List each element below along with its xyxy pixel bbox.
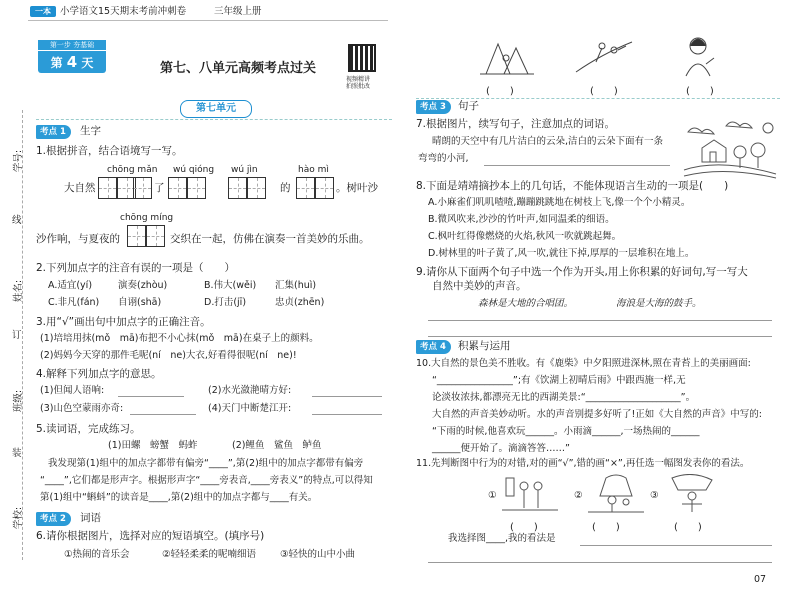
q5-group-2: (2)鲤鱼 鲨鱼 鲈鱼 <box>232 440 322 451</box>
q4-prompt: 4.解释下列加点字的意思。 <box>36 368 162 380</box>
point1-title: 生字 <box>80 125 101 137</box>
q4-item-4: (4)天门中断楚江开: <box>208 403 292 414</box>
q11-paren-1[interactable]: ( ) <box>510 522 538 533</box>
q6-paren-2[interactable]: ( ) <box>590 86 618 97</box>
point3-title: 句子 <box>458 100 479 112</box>
margin-order-char: 订 <box>12 330 22 341</box>
q2-option-d2: 忠贞(zhēn) <box>275 297 325 308</box>
right-rule <box>416 98 780 99</box>
q2-option-c2: 自诩(shā) <box>118 297 162 308</box>
margin-line-char: 线 <box>12 215 22 226</box>
unit-heading: 第七单元 <box>180 100 252 118</box>
q6-paren-3[interactable]: ( ) <box>686 86 714 97</box>
q8-option-a[interactable]: A.小麻雀们叽叽喳喳,蹦蹦跳跳地在树枝上飞,像一个个小精灵。 <box>428 197 691 208</box>
q10-line-3: 论淡妆浓抹,都漂亮无比的西湖美景:“____________________”。 <box>432 392 696 403</box>
margin-bind-char: 装 <box>12 448 22 459</box>
answer-box[interactable] <box>127 225 146 247</box>
q3-prompt: 3.用“√”画出句中加点字的正确注音。 <box>36 316 211 328</box>
q2-prompt: 2.下列加点字的注音有误的一项是（ ） <box>36 262 236 274</box>
q10-line-5: “下雨的时候,他喜欢玩______。小雨滴______,一场热闹的______ <box>432 426 700 437</box>
q4-blank-3[interactable] <box>130 414 196 415</box>
pinyin-3: wú jìn <box>231 165 258 175</box>
answer-box[interactable] <box>247 177 266 199</box>
q1-text-f: 交织在一起，仿佛在演奏一首美妙的乐曲。 <box>170 233 370 245</box>
day-badge <box>38 51 106 73</box>
point2-tag: 考点 2 <box>36 512 71 526</box>
day-suffix: 天 <box>81 56 94 70</box>
q11-label-1: ① <box>488 490 497 501</box>
q10-line-1: 10.大自然的景色美不胜收。有《鹿柴》中夕阳照进深林,照在青苔上的美丽画面: <box>416 358 751 369</box>
margin-student-id: 学号: <box>13 149 25 173</box>
q9-choice-a[interactable]: 森林是大地的合唱团。 <box>478 298 574 309</box>
q4-item-2: (2)水光潋滟晴方好: <box>208 385 292 396</box>
q1-text-c: 的 <box>280 182 291 194</box>
q3-item-1[interactable]: (1)培培用抹(mǒ mā)布把不小心抹(mǒ mā)在桌子上的颜料。 <box>40 333 319 344</box>
pinyin-2: wú qióng <box>173 165 215 175</box>
point4-tag: 考点 4 <box>416 340 451 354</box>
q11-paren-3[interactable]: ( ) <box>674 522 702 533</box>
book-series: 小学语文15天期末考前冲刺卷 <box>60 6 187 17</box>
q6-option-1: ①热闹的音乐会 <box>64 549 130 560</box>
q5-prompt: 5.读词语，完成练习。 <box>36 423 141 435</box>
q5-line-1: 我发现第(1)组中的加点字都带有偏旁“____”,第(2)组中的加点字都带有偏旁 <box>48 458 364 469</box>
q4-blank-4[interactable] <box>312 414 382 415</box>
q7-blank[interactable] <box>484 165 670 166</box>
q1-text-b: 了 <box>154 182 165 194</box>
q11-label-3: ③ <box>650 490 659 501</box>
day-banner: 第一步 夯基础 <box>38 40 106 50</box>
margin-school: 学校: <box>13 506 25 530</box>
q11-image-1 <box>500 474 560 514</box>
margin-class: 班级: <box>13 389 25 413</box>
q9-answer-line-1[interactable] <box>428 320 772 321</box>
answer-box[interactable] <box>187 177 206 199</box>
q2-option-c1[interactable]: C.非凡(fán) <box>48 297 100 308</box>
pinyin-5: chōng míng <box>120 213 174 223</box>
q7-line-2: 弯弯的小河, <box>418 153 469 164</box>
q9-line-1: 9.请你从下面两个句子中选一个作为开头,用上你积累的好词句,写一写大 <box>416 266 748 278</box>
grade-label: 三年级上册 <box>214 6 262 17</box>
q10-line-6: ______便开始了。滴滴答答……” <box>432 443 570 454</box>
brand-logo: 一本 <box>30 6 56 17</box>
qr-caption-2: 拍照批改 <box>346 83 371 90</box>
pinyin-1: chōng mǎn <box>107 165 158 175</box>
day-label: 第 <box>50 56 63 70</box>
answer-box[interactable] <box>98 177 117 199</box>
answer-box[interactable] <box>228 177 247 199</box>
point1-tag: 考点 1 <box>36 125 71 139</box>
q11-image-2 <box>586 474 646 514</box>
q6-prompt: 6.请你根据图片，选择对应的短语填空。(填序号) <box>36 530 265 542</box>
q7-prompt: 7.根据图片，续写句子，注意加点的词语。 <box>416 118 616 130</box>
q11-answer-line-2[interactable] <box>428 562 772 563</box>
answer-box[interactable] <box>133 177 152 199</box>
q2-option-b2: 汇集(huì) <box>275 280 317 291</box>
q11-answer-prompt: 我选择图____,我的看法是 <box>448 533 556 544</box>
q11-image-3 <box>662 474 722 514</box>
q6-option-2: ②轻轻柔柔的呢喃细语 <box>162 549 257 560</box>
point3-tag: 考点 3 <box>416 100 451 114</box>
qr-code[interactable] <box>348 44 376 72</box>
answer-box[interactable] <box>315 177 334 199</box>
margin-name: 姓名: <box>13 279 25 303</box>
q10-line-4: 大自然的声音美妙动听。水的声音别提多好听了!正如《大自然的声音》中写的: <box>432 409 763 420</box>
point2-title: 词语 <box>80 512 101 524</box>
q7-scene-image <box>680 118 780 180</box>
q2-option-a2: 演奏(zhòu) <box>118 280 168 291</box>
q10-line-2: “________________”;有《饮湖上初晴后雨》中跟西施一样,无 <box>432 375 686 386</box>
q11-paren-2[interactable]: ( ) <box>592 522 620 533</box>
q8-option-d[interactable]: D.树林里的叶子黄了,风一吹,就往下掉,厚厚的一层堆积在地上。 <box>428 248 695 259</box>
pinyin-4: hào mì <box>298 165 329 175</box>
q1-text-d: 。树叶沙 <box>336 182 378 194</box>
q4-item-1: (1)但闻人语响: <box>40 385 105 396</box>
q6-image-2 <box>572 34 636 78</box>
qr-caption-1: 视频精讲 <box>346 76 371 83</box>
q3-item-2[interactable]: (2)妈妈今天穿的那件毛呢(ní ne)大衣,好看得很呢(ní ne)! <box>40 350 297 361</box>
q2-option-b1[interactable]: B.伟大(wěi) <box>204 280 257 291</box>
q6-option-3: ③轻快的山中小曲 <box>280 549 356 560</box>
q2-option-a1[interactable]: A.适宜(yí) <box>48 280 93 291</box>
q8-option-b[interactable]: B.微风吹来,沙沙的竹叶声,如同温柔的细语。 <box>428 214 615 225</box>
q1-text-a: 大自然 <box>64 182 96 194</box>
point4-title: 积累与运用 <box>458 340 511 352</box>
q9-answer-line-2[interactable] <box>428 336 772 337</box>
q5-line-3: 第(1)组中“蝌蚪”的读音是____,第(2)组中的加点字都与____有关。 <box>40 492 318 503</box>
answer-box[interactable] <box>146 225 165 247</box>
q11-label-2: ② <box>574 490 583 501</box>
unit-rule <box>36 119 392 120</box>
binding-line <box>22 110 23 560</box>
q6-image-1 <box>476 34 536 78</box>
answer-box[interactable] <box>168 177 187 199</box>
q8-prompt: 8.下面是靖靖摘抄本上的几句话，不能体现语言生动的一项是( ) <box>416 180 729 192</box>
q6-image-3 <box>676 34 720 78</box>
q4-blank-1[interactable] <box>118 396 184 397</box>
q5-group-1: (1)田螺 螃蟹 蚂蚱 <box>108 440 198 451</box>
q11-answer-line-1[interactable] <box>580 545 772 546</box>
q4-item-3: (3)山色空蒙雨亦奇: <box>40 403 124 414</box>
q9-line-2: 自然中美妙的声音。 <box>432 280 527 292</box>
answer-box[interactable] <box>296 177 315 199</box>
q5-line-2: “____”,它们都是形声字。根据形声字“____旁表音,____旁表义”的特点,可以得知 <box>40 475 373 486</box>
q1-prompt: 1.根据拼音，结合语境写一写。 <box>36 145 183 157</box>
q9-choice-b[interactable]: 海浪是大海的鼓手。 <box>616 298 702 309</box>
q4-blank-2[interactable] <box>312 396 382 397</box>
page-title: 第七、八单元高频考点过关 <box>160 61 317 76</box>
q11-prompt: 11.先判断图中行为的对错,对的画“√”,错的画“×”,再任选一幅图发表你的看法。 <box>416 458 750 469</box>
page-number: 07 <box>754 574 767 585</box>
q8-option-c[interactable]: C.枫叶红得像燃烧的火焰,秋风一吹就跳起舞。 <box>428 231 622 242</box>
q2-option-d1[interactable]: D.打击(jī) <box>204 297 247 308</box>
q1-text-e: 沙作响，与夏夜的 <box>36 233 120 245</box>
q7-line-1: 晴朗的天空中有几片洁白的云朵,洁白的云朵下面有一条 <box>432 136 664 147</box>
q6-paren-1[interactable]: ( ) <box>486 86 514 97</box>
day-number: 4 <box>66 53 78 71</box>
header-rule <box>28 20 388 21</box>
